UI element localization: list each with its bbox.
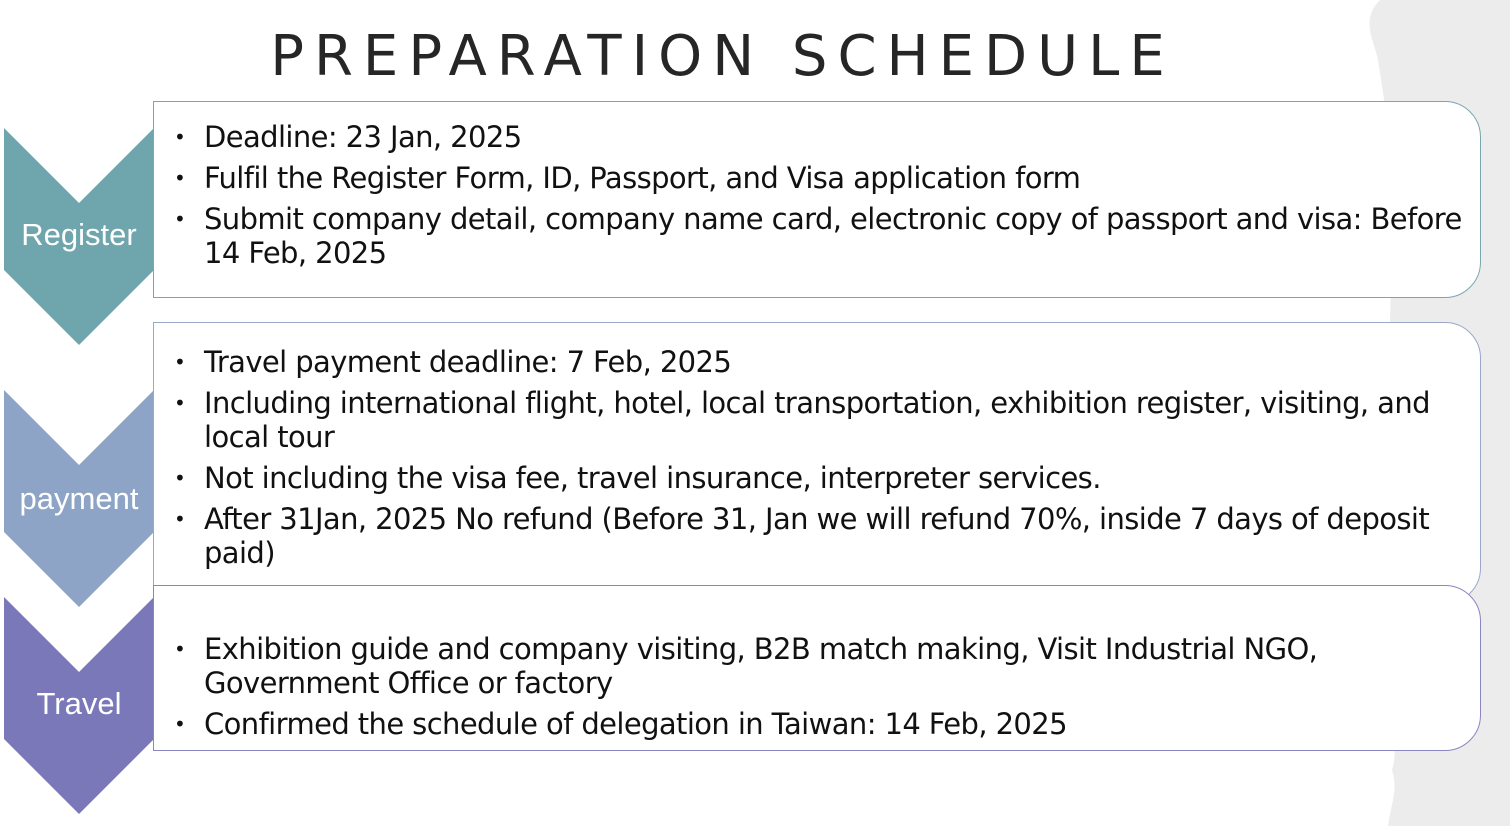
list-item: • Submit company detail, company name card, electronic copy of passport and visa: Before 14 Feb, 2025 — [174, 202, 1462, 270]
register-box — [153, 101, 1481, 298]
payment-label: payment — [19, 481, 139, 516]
page-title: PREPARATION SCHEDULE — [270, 24, 1175, 89]
payment-bullet-list — [154, 345, 1480, 570]
list-item: • Including international flight, hotel, local transportation, exhibition register, visiting, and local tour — [174, 386, 1430, 454]
list-item: • Fulfil the Register Form, ID, Passport, and Visa application form — [174, 161, 1081, 195]
list-item: • Travel payment deadline: 7 Feb, 2025 — [174, 345, 732, 379]
list-item: • Not including the visa fee, travel insurance, interpreter services. — [174, 461, 1101, 495]
travel-bullet-list — [154, 632, 1480, 741]
list-item: • After 31Jan, 2025 No refund (Before 31, Jan we will refund 70%, inside 7 days of deposit paid) — [174, 502, 1430, 570]
register-label: Register — [21, 217, 137, 252]
payment-box — [153, 322, 1481, 604]
list-item: • Confirmed the schedule of delegation in Taiwan: 14 Feb, 2025 — [174, 707, 1067, 741]
list-item: • Deadline: 23 Jan, 2025 — [174, 120, 522, 154]
travel-box — [153, 585, 1481, 751]
register-bullet-list — [154, 120, 1480, 270]
travel-label: Travel — [36, 686, 122, 721]
list-item: • Exhibition guide and company visiting, B2B match making, Visit Industrial NGO, Government Office or factory — [174, 632, 1318, 700]
